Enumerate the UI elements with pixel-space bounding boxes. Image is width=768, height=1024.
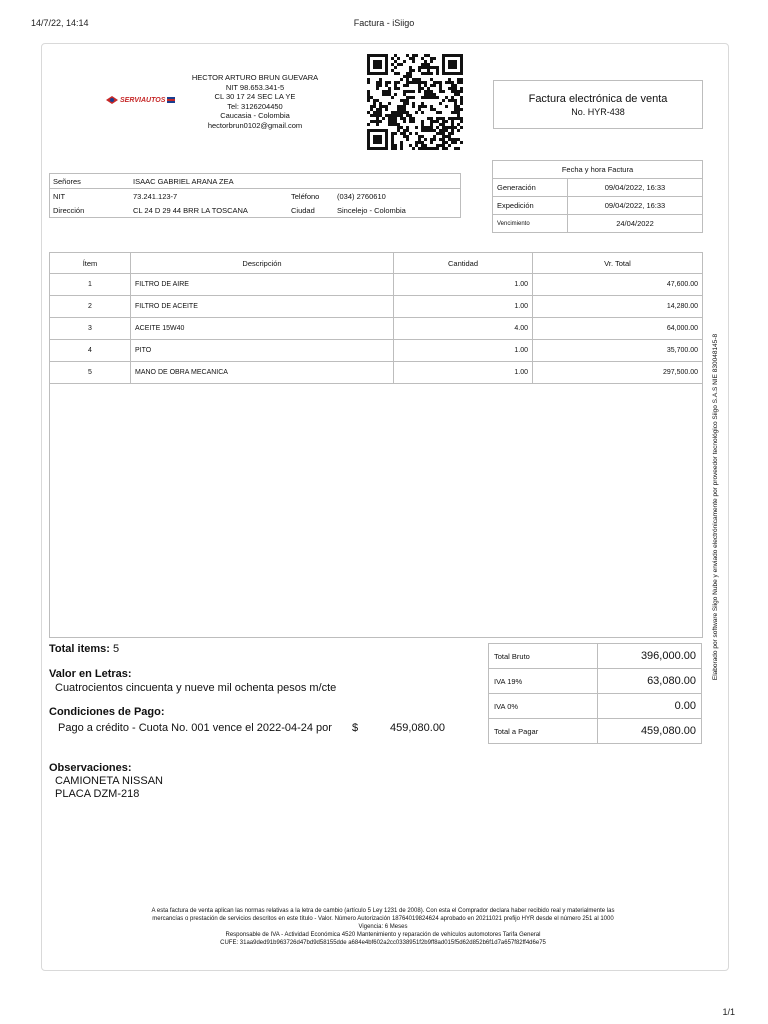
invoice-title: Factura electrónica de venta bbox=[528, 93, 668, 105]
print-title: Factura - iSiigo bbox=[353, 18, 415, 28]
totals-value: 63,080.00 bbox=[598, 669, 702, 694]
generation-date: 09/04/2022, 16:33 bbox=[568, 179, 703, 197]
expedition-date: 09/04/2022, 16:33 bbox=[568, 197, 703, 215]
totals-row bbox=[489, 719, 702, 744]
customer-city: Sincelejo - Colombia bbox=[337, 205, 406, 215]
due-label: Vencimiento bbox=[493, 215, 568, 233]
print-datetime: 14/7/22, 14:14 bbox=[31, 18, 89, 28]
item-number: 5 bbox=[50, 362, 131, 384]
totals-value: 0.00 bbox=[598, 694, 702, 719]
seller-info bbox=[170, 73, 340, 130]
customer-nit: 73.241.123-7 bbox=[133, 191, 178, 201]
seller-city: Caucasia - Colombia bbox=[220, 111, 290, 120]
payment-currency: $ bbox=[352, 722, 359, 734]
payment-terms-label: Condiciones de Pago: bbox=[49, 706, 165, 718]
items-table bbox=[49, 252, 703, 384]
dates-header: Fecha y hora Factura bbox=[493, 161, 703, 179]
totals-value: 459,080.00 bbox=[598, 719, 702, 744]
col-description: Descripción bbox=[131, 253, 394, 274]
total-items bbox=[49, 643, 119, 655]
item-description: ACEITE 15W40 bbox=[131, 318, 394, 340]
label-city: Ciudad bbox=[291, 205, 315, 215]
legal-line-3: Vigencia: 6 Meses bbox=[358, 924, 408, 930]
label-name: Señores bbox=[50, 174, 131, 189]
seller-email: hectorbrun0102@gmail.com bbox=[207, 120, 303, 130]
table-row bbox=[50, 318, 703, 340]
item-number: 1 bbox=[50, 274, 131, 296]
customer-table bbox=[49, 173, 461, 218]
legal-footer bbox=[60, 907, 706, 947]
customer-phone: (034) 2760610 bbox=[337, 191, 386, 201]
payment-amount: 459,080.00 bbox=[390, 722, 446, 734]
generation-label: Generación bbox=[493, 179, 568, 197]
invoice-number: No. HYR-438 bbox=[571, 107, 625, 117]
item-description: FILTRO DE ACEITE bbox=[131, 296, 394, 318]
item-quantity: 1.00 bbox=[394, 296, 533, 318]
totals-label: IVA 19% bbox=[489, 669, 598, 694]
customer-address: CL 24 D 29 44 BRR LA TOSCANA bbox=[133, 205, 248, 215]
totals-label: Total a Pagar bbox=[489, 719, 598, 744]
table-row bbox=[50, 362, 703, 384]
dates-table bbox=[492, 160, 703, 233]
observation-line-1: CAMIONETA NISSAN bbox=[55, 775, 163, 787]
item-total: 35,700.00 bbox=[533, 340, 703, 362]
label-phone: Teléfono bbox=[291, 191, 320, 201]
seller-phone: Tel: 3126204450 bbox=[227, 101, 283, 111]
item-quantity: 1.00 bbox=[394, 340, 533, 362]
item-quantity: 1.00 bbox=[394, 362, 533, 384]
label-address: Dirección bbox=[53, 205, 85, 215]
cufe-line: CUFE: 31aa9ded91b963726d47bd9d58155dde a684e4bf602a2cc0338951f2b9ff8ad015f5d62d852b6f1d7a657f82ff4d6e75 bbox=[220, 940, 546, 946]
totals-label: IVA 0% bbox=[489, 694, 598, 719]
side-legend bbox=[711, 297, 721, 717]
legal-line-2: mercancías o prestación de servicios descritos en este título - Valor. Número Autorización 18764019824624 aprobado en 20211021 prefijo HYR desde el número 251 al 1000 bbox=[152, 916, 614, 922]
totals-table bbox=[488, 643, 702, 744]
payment-terms: Pago a crédito - Cuota No. 001 vence el 2022-04-24 por bbox=[58, 722, 332, 734]
item-description: MANO DE OBRA MECANICA bbox=[131, 362, 394, 384]
company-logo bbox=[106, 96, 175, 104]
table-row bbox=[50, 274, 703, 296]
item-total: 14,280.00 bbox=[533, 296, 703, 318]
legal-line-1: A esta factura de venta aplican las normas relativas a la letra de cambio (artículo 5 Ley 1231 de 2008). Con esta el Comprador declara haber recibido real y materialmente las bbox=[151, 908, 615, 914]
qr-code-icon bbox=[367, 54, 463, 150]
totals-row bbox=[489, 669, 702, 694]
observations-label: Observaciones: bbox=[49, 762, 132, 774]
item-number: 4 bbox=[50, 340, 131, 362]
page-number: 1/1 bbox=[722, 1007, 735, 1017]
seller-address: CL 30 17 24 SEC LA YE bbox=[214, 92, 296, 101]
totals-row bbox=[489, 644, 702, 669]
col-total: Vr. Total bbox=[533, 253, 703, 274]
item-total: 297,500.00 bbox=[533, 362, 703, 384]
logo-text: SERVIAUTOS bbox=[120, 96, 166, 104]
total-items-value: 5 bbox=[112, 643, 120, 655]
customer-name: ISAAC GABRIEL ARANA ZEA bbox=[130, 174, 461, 189]
totals-label: Total Bruto bbox=[489, 644, 598, 669]
expedition-label: Expedición bbox=[493, 197, 568, 215]
totals-value: 396,000.00 bbox=[598, 644, 702, 669]
table-row bbox=[50, 296, 703, 318]
side-legend-text: Elaborado por software Siigo Nube y enviado electrónicamente por proveedor tecnológico Siigo S.A.S NIE 830048145-8 bbox=[712, 333, 719, 681]
seller-name: HECTOR ARTURO BRUN GUEVARA bbox=[191, 73, 319, 82]
amount-words: Cuatrocientos cincuenta y nueve mil ochenta pesos m/cte bbox=[55, 682, 337, 694]
seller-nit: NIT 98.653.341-5 bbox=[225, 82, 285, 92]
col-quantity: Cantidad bbox=[394, 253, 533, 274]
col-item: Ítem bbox=[50, 253, 131, 274]
amount-words-label: Valor en Letras: bbox=[49, 668, 132, 680]
logo-emblem-icon bbox=[106, 96, 118, 104]
table-row bbox=[50, 340, 703, 362]
item-total: 47,600.00 bbox=[533, 274, 703, 296]
item-quantity: 4.00 bbox=[394, 318, 533, 340]
item-total: 64,000.00 bbox=[533, 318, 703, 340]
label-nit: NIT bbox=[53, 191, 66, 201]
due-date: 24/04/2022 bbox=[568, 215, 703, 233]
observation-line-2: PLACA DZM-218 bbox=[55, 788, 140, 800]
item-number: 2 bbox=[50, 296, 131, 318]
legal-line-4: Responsable de IVA - Actividad Económica 4520 Mantenimiento y reparación de vehículos automotores Tarifa General bbox=[225, 932, 541, 938]
item-description: PITO bbox=[131, 340, 394, 362]
invoice-title-box bbox=[493, 80, 703, 129]
item-description: FILTRO DE AIRE bbox=[131, 274, 394, 296]
item-quantity: 1.00 bbox=[394, 274, 533, 296]
item-number: 3 bbox=[50, 318, 131, 340]
total-items-label: Total items: bbox=[49, 643, 110, 655]
totals-row bbox=[489, 694, 702, 719]
